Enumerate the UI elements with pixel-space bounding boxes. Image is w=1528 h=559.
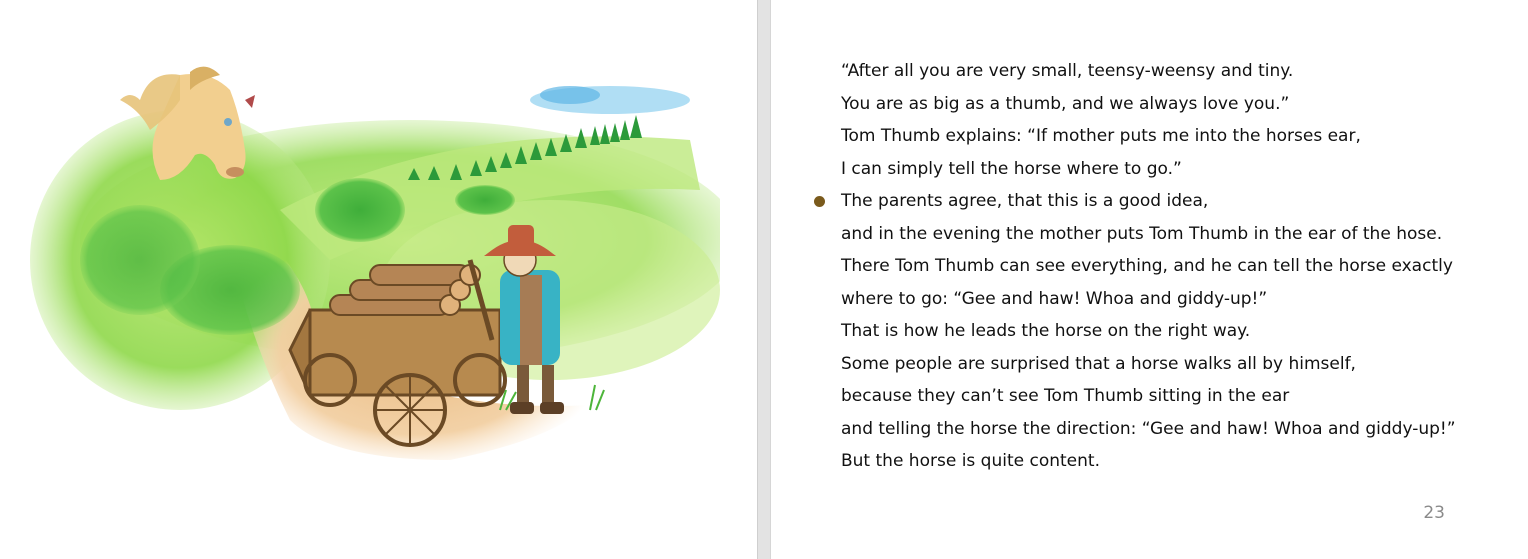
left-page [0,0,757,559]
text-line-10: Some people are surprised that a horse walks all by himself, [841,353,1356,374]
text-line-2: You are as big as a thumb, and we always love you.” [841,93,1290,114]
text-line-12: and telling the horse the direction: “Gee and haw! Whoa and giddy-up!” [841,418,1456,439]
text-line-7: There Tom Thumb can see everything, and he can tell the horse exactly [841,256,1453,276]
text-line-4: I can simply tell the horse where to go.” [841,158,1182,179]
text-line-6: and in the evening the mother puts Tom Thumb in the ear of the hose. [841,223,1443,244]
bullet-dot-icon [814,196,825,207]
text-line-13: But the horse is quite content. [841,451,1100,471]
watercolor-illustration-icon [30,60,720,490]
text-line-3: Tom Thumb explains: “If mother puts me into the horses ear, [841,126,1361,146]
story-text [841,55,1491,478]
text-line-11: because they can’t see Tom Thumb sitting in the ear [841,386,1290,406]
text-line-9: That is how he leads the horse on the right way. [841,321,1251,341]
text-line-5 [841,185,1491,218]
page-number: 23 [1423,503,1445,523]
text-line-8: where to go: “Gee and haw! Whoa and giddy-up!” [841,288,1268,309]
text-line-5-content: The parents agree, that this is a good idea, [841,191,1209,211]
right-page [771,0,1528,559]
page-gutter [757,0,771,559]
text-line-1: “After all you are very small, teensy-weensy and tiny. [841,61,1294,81]
